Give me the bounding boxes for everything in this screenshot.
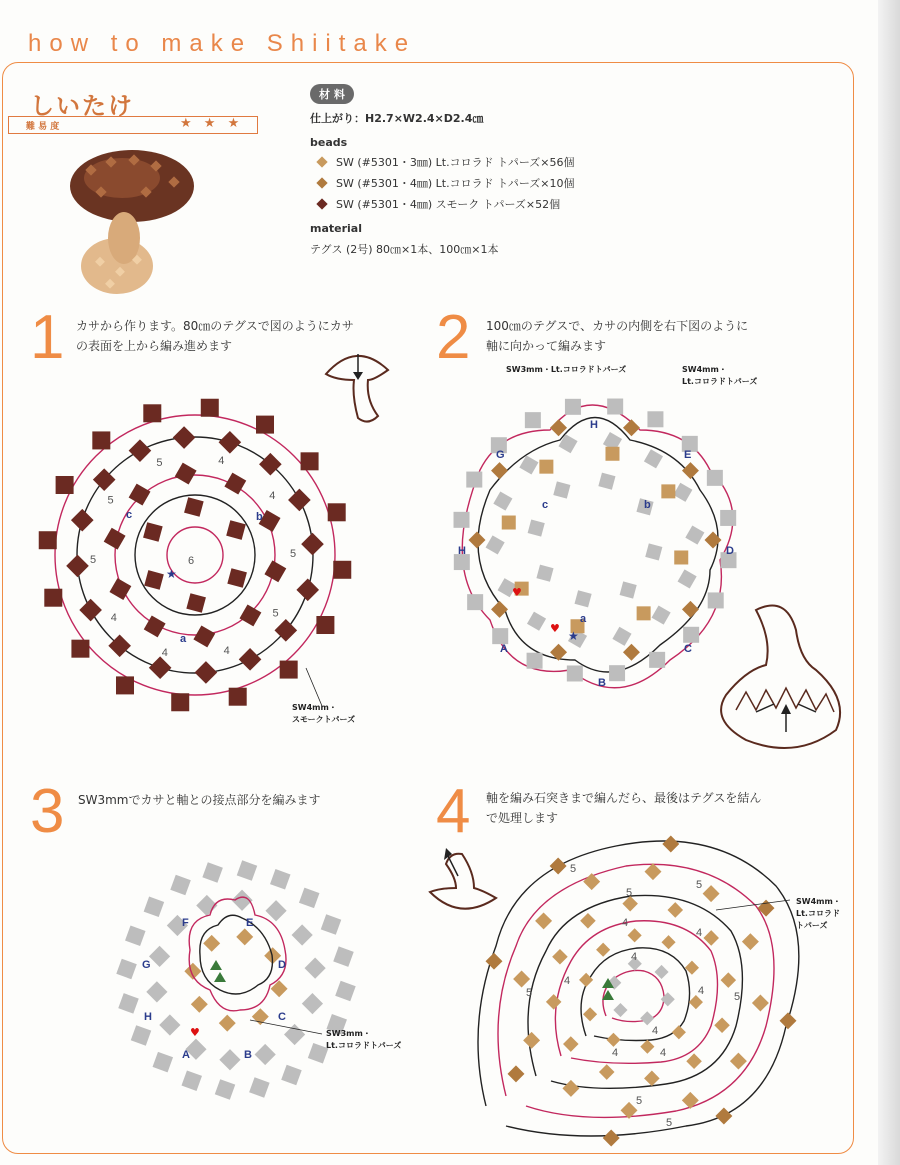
bead bbox=[321, 914, 342, 935]
label-H: H bbox=[144, 1011, 152, 1023]
bead bbox=[525, 412, 541, 428]
ring-number: 4 bbox=[660, 1047, 667, 1059]
star-icon: ★ bbox=[166, 567, 177, 581]
bead bbox=[226, 520, 246, 540]
bead bbox=[237, 860, 258, 881]
step-1-text: カサから作ります。80㎝のテグスで図のようにカサ の表面を上から編み進めます bbox=[76, 319, 354, 353]
bead bbox=[612, 627, 631, 646]
label-B: B bbox=[598, 677, 606, 689]
bead bbox=[647, 411, 663, 427]
bead bbox=[628, 928, 642, 942]
bead bbox=[605, 447, 619, 461]
ring-number: 5 bbox=[526, 987, 533, 999]
bead bbox=[493, 491, 512, 510]
label-G: G bbox=[142, 959, 151, 971]
bead bbox=[715, 1108, 732, 1125]
bead bbox=[302, 993, 323, 1014]
bead bbox=[193, 626, 215, 648]
label-E: E bbox=[246, 917, 254, 929]
bead bbox=[333, 946, 354, 967]
bead bbox=[153, 1052, 174, 1073]
bead bbox=[599, 1064, 615, 1080]
label-A: A bbox=[500, 643, 508, 655]
bead bbox=[265, 900, 286, 921]
bead-note: SW4mm・ bbox=[682, 365, 727, 374]
bead bbox=[609, 665, 625, 681]
bead bbox=[491, 601, 508, 618]
step-3-text: SW3mmでカサと軸との接点部分を編みます bbox=[78, 793, 321, 807]
step-1-diagram bbox=[30, 390, 370, 730]
label-b: b bbox=[644, 499, 651, 511]
bead bbox=[149, 656, 172, 679]
bead bbox=[71, 640, 89, 658]
bead-item: SW (#5301・3㎜) Lt.コロラド トパーズ×56個 bbox=[310, 154, 575, 170]
bead bbox=[131, 1025, 152, 1046]
bead-note: SW4mm・ bbox=[796, 897, 841, 906]
bead bbox=[129, 484, 151, 506]
ring-number: 5 bbox=[570, 863, 577, 875]
bead-item: SW (#5301・4㎜) Lt.コロラド トパーズ×10個 bbox=[310, 175, 575, 191]
label-C: C bbox=[278, 1011, 286, 1023]
bead-note: Lt.コロラド bbox=[796, 909, 840, 918]
bead bbox=[640, 1040, 654, 1054]
bead bbox=[202, 862, 223, 883]
step-2-text: 100㎝のテグスで、カサの内側を右下図のように 軸に向かって編みます bbox=[486, 319, 749, 353]
bead bbox=[229, 688, 247, 706]
bead-item: SW (#5301・4㎜) スモーク トパーズ×52個 bbox=[310, 196, 575, 212]
bead bbox=[644, 1071, 660, 1087]
bead bbox=[149, 946, 170, 967]
beads-heading: beads bbox=[310, 136, 348, 149]
bead bbox=[613, 1003, 627, 1017]
label-A: A bbox=[182, 1049, 190, 1061]
bead bbox=[328, 503, 346, 521]
heart-icon: ♥ bbox=[512, 586, 522, 599]
bead bbox=[175, 463, 197, 485]
bead bbox=[491, 462, 508, 479]
label-b: b bbox=[256, 511, 263, 523]
bead bbox=[674, 550, 688, 564]
bead bbox=[550, 857, 567, 874]
bead bbox=[227, 568, 247, 588]
diamond-icon bbox=[316, 177, 327, 188]
bead bbox=[173, 426, 196, 449]
bead bbox=[583, 1007, 597, 1021]
ring-number: 5 bbox=[289, 548, 297, 561]
difficulty-label: 難 易 度 bbox=[26, 122, 60, 132]
ring-number: 5 bbox=[156, 456, 163, 469]
bead bbox=[195, 661, 218, 684]
bead bbox=[536, 565, 553, 582]
bead bbox=[583, 873, 600, 890]
bead bbox=[125, 925, 146, 946]
bead bbox=[685, 526, 704, 545]
bead bbox=[454, 512, 470, 528]
bead-note: Lt.コロラドトパーズ bbox=[682, 377, 758, 386]
bead bbox=[714, 1017, 730, 1033]
bead bbox=[256, 416, 274, 434]
bead bbox=[562, 1080, 579, 1097]
bead bbox=[673, 483, 692, 502]
ring-number: 4 bbox=[696, 927, 703, 939]
cap-underside-icon bbox=[716, 600, 856, 770]
label-F: H bbox=[590, 419, 598, 431]
bead bbox=[623, 644, 640, 661]
step-1-number: 1 bbox=[30, 303, 65, 372]
bead bbox=[721, 972, 737, 988]
diamond-icon bbox=[316, 198, 327, 209]
bead bbox=[596, 943, 610, 957]
bead-note: スモークトパーズ bbox=[292, 715, 356, 724]
bead bbox=[486, 953, 503, 970]
bead bbox=[575, 590, 592, 607]
ring-number: 4 bbox=[698, 985, 705, 997]
label-a: a bbox=[580, 613, 587, 625]
bead bbox=[219, 1015, 236, 1032]
bead bbox=[159, 1014, 180, 1035]
bead bbox=[104, 528, 126, 550]
bead bbox=[171, 693, 189, 711]
bead bbox=[118, 993, 139, 1014]
bead bbox=[486, 535, 505, 554]
bead bbox=[92, 431, 110, 449]
heart-icon: ♥ bbox=[550, 622, 560, 635]
bead bbox=[662, 836, 679, 853]
bead bbox=[305, 958, 326, 979]
bead bbox=[109, 578, 131, 600]
step-2-number: 2 bbox=[436, 303, 471, 372]
bead bbox=[780, 1012, 797, 1029]
bead bbox=[333, 561, 351, 579]
step-4-diagram bbox=[466, 826, 841, 1146]
bead bbox=[686, 1053, 702, 1069]
bead bbox=[580, 913, 596, 929]
bead bbox=[730, 1053, 747, 1070]
bead bbox=[598, 473, 615, 490]
bead bbox=[143, 404, 161, 422]
bead bbox=[654, 965, 668, 979]
bead bbox=[683, 627, 699, 643]
ring-number: 5 bbox=[272, 607, 279, 620]
bead bbox=[507, 1065, 524, 1082]
bead bbox=[703, 885, 720, 902]
bead bbox=[467, 594, 483, 610]
triangle-icon bbox=[214, 972, 226, 982]
bead bbox=[640, 1011, 654, 1025]
bead bbox=[644, 449, 663, 468]
label-B: B bbox=[244, 1049, 252, 1061]
bead bbox=[552, 949, 568, 965]
bead bbox=[181, 1070, 202, 1091]
page-title: how to make Shiitake bbox=[28, 30, 417, 57]
diamond-icon bbox=[316, 156, 327, 167]
ring-number: 4 bbox=[564, 975, 571, 987]
bead bbox=[301, 533, 324, 556]
bead bbox=[637, 606, 651, 620]
bead bbox=[603, 1130, 620, 1147]
ring-number: 5 bbox=[90, 553, 97, 566]
bead bbox=[144, 897, 165, 918]
label-D: D bbox=[726, 545, 734, 557]
ring-number: 4 bbox=[223, 645, 230, 658]
ring-number: 5 bbox=[734, 991, 741, 1003]
bead bbox=[466, 472, 482, 488]
bead bbox=[296, 579, 319, 602]
label-C: C bbox=[684, 643, 692, 655]
bead bbox=[239, 648, 262, 671]
bead bbox=[146, 981, 167, 1002]
bead bbox=[252, 1008, 269, 1025]
bead bbox=[661, 935, 675, 949]
bead bbox=[606, 1033, 620, 1047]
ring-number: 5 bbox=[666, 1117, 673, 1129]
label-D: D bbox=[278, 959, 286, 971]
bead bbox=[678, 569, 697, 588]
bead bbox=[649, 652, 665, 668]
bead bbox=[71, 509, 94, 532]
bead bbox=[469, 532, 486, 549]
bead bbox=[682, 1092, 699, 1109]
bead bbox=[661, 484, 675, 498]
bead bbox=[299, 888, 320, 909]
bead bbox=[528, 520, 545, 537]
ring-number: 4 bbox=[631, 951, 638, 963]
bead bbox=[288, 489, 311, 512]
bead bbox=[513, 971, 530, 988]
bead bbox=[184, 497, 204, 517]
bead bbox=[66, 555, 89, 578]
ring-number: 4 bbox=[110, 612, 117, 625]
bead bbox=[219, 431, 242, 454]
ring-number: 4 bbox=[269, 489, 276, 502]
bead bbox=[527, 653, 543, 669]
bead bbox=[565, 399, 581, 415]
bead bbox=[567, 665, 583, 681]
bead-note: SW4mm・ bbox=[292, 703, 337, 712]
bead bbox=[191, 996, 208, 1013]
bead-note: SW3mm・ bbox=[326, 1029, 371, 1038]
bead bbox=[644, 863, 661, 880]
label-F: F bbox=[182, 917, 189, 929]
bead bbox=[215, 1079, 236, 1100]
material-heading: material bbox=[310, 222, 362, 235]
ring-number: 5 bbox=[696, 879, 703, 891]
label-E: E bbox=[684, 449, 692, 461]
bead bbox=[301, 452, 319, 470]
bead bbox=[742, 933, 759, 950]
ring-number: 4 bbox=[218, 455, 225, 468]
recipe-title: しいたけ bbox=[30, 92, 134, 120]
bead-note: トパーズ bbox=[796, 921, 828, 930]
bead bbox=[523, 1032, 540, 1049]
bead bbox=[705, 532, 722, 549]
heart-icon: ♥ bbox=[190, 1026, 200, 1039]
triangle-icon bbox=[210, 960, 222, 970]
bead bbox=[502, 516, 516, 530]
finished-size: 仕上がり：H2.7×W2.4×D2.4㎝ bbox=[310, 112, 484, 125]
bead bbox=[255, 1044, 276, 1065]
bead bbox=[682, 601, 699, 618]
bead bbox=[270, 869, 291, 890]
bead bbox=[620, 581, 637, 598]
label-c: c bbox=[126, 509, 133, 521]
label-c: c bbox=[542, 499, 549, 511]
bead bbox=[316, 616, 334, 634]
bead bbox=[186, 593, 206, 613]
ring-number: 4 bbox=[622, 917, 629, 929]
bead bbox=[645, 543, 662, 560]
ring-number: 4 bbox=[161, 646, 168, 659]
label-H: H bbox=[458, 545, 466, 557]
bead bbox=[492, 628, 508, 644]
shiitake-photo bbox=[62, 138, 202, 302]
bead bbox=[682, 462, 699, 479]
bead bbox=[44, 589, 62, 607]
bead bbox=[335, 981, 356, 1002]
ring-number: 5 bbox=[107, 494, 114, 507]
bead bbox=[264, 560, 286, 582]
bead bbox=[707, 470, 723, 486]
bead bbox=[689, 995, 703, 1009]
bead-note: SW3mm・Lt.コロラドトパーズ bbox=[506, 365, 627, 374]
bead bbox=[249, 1077, 270, 1098]
bead bbox=[116, 676, 134, 694]
bead bbox=[116, 959, 137, 980]
bead bbox=[219, 1049, 240, 1070]
bead bbox=[170, 875, 191, 896]
bead bbox=[184, 963, 201, 980]
bead bbox=[672, 1025, 686, 1039]
ring-number: 4 bbox=[612, 1047, 619, 1059]
bead bbox=[703, 930, 719, 946]
ring-number: 4 bbox=[652, 1025, 659, 1037]
bead bbox=[652, 605, 671, 624]
bead bbox=[720, 510, 736, 526]
materials-panel bbox=[310, 84, 575, 257]
bead bbox=[667, 902, 683, 918]
step-4-number: 4 bbox=[436, 777, 471, 846]
bead bbox=[539, 460, 553, 474]
bead bbox=[527, 612, 546, 631]
bead bbox=[607, 399, 623, 415]
bead bbox=[56, 476, 74, 494]
bead bbox=[280, 661, 298, 679]
bead bbox=[201, 399, 219, 417]
bead bbox=[553, 481, 570, 498]
page-edge bbox=[878, 0, 900, 1165]
difficulty-stars: ★ ★ ★ bbox=[180, 116, 244, 131]
label-G: G bbox=[496, 449, 505, 461]
ring-number: 5 bbox=[626, 887, 633, 899]
bead bbox=[79, 599, 102, 622]
center-number: 6 bbox=[188, 555, 195, 567]
bead bbox=[563, 1036, 579, 1052]
label-a: a bbox=[180, 633, 187, 645]
ring-number: 5 bbox=[636, 1095, 643, 1107]
bead bbox=[203, 935, 220, 952]
star-icon: ★ bbox=[568, 629, 579, 643]
step-4-text: 軸を編み石突きまで編んだら、最後はテグスを結ん で処理します bbox=[486, 791, 762, 825]
bead bbox=[129, 439, 152, 462]
bead bbox=[546, 994, 562, 1010]
bead bbox=[292, 924, 313, 945]
bead bbox=[143, 522, 163, 542]
material-text: テグス (2号) 80㎝×1本、100㎝×1本 bbox=[310, 243, 499, 256]
bead bbox=[535, 912, 552, 929]
step-2-diagram bbox=[430, 360, 758, 720]
bead bbox=[144, 570, 164, 590]
bead bbox=[236, 928, 253, 945]
bead bbox=[752, 994, 769, 1011]
materials-badge: 材 料 bbox=[310, 84, 354, 104]
bead bbox=[558, 434, 577, 453]
bead-note: Lt.コロラドトパーズ bbox=[326, 1041, 402, 1050]
step-3-diagram bbox=[90, 860, 410, 1100]
bead bbox=[39, 531, 57, 549]
bead bbox=[240, 604, 262, 626]
step-3-number: 3 bbox=[30, 777, 65, 846]
bead bbox=[281, 1065, 302, 1086]
